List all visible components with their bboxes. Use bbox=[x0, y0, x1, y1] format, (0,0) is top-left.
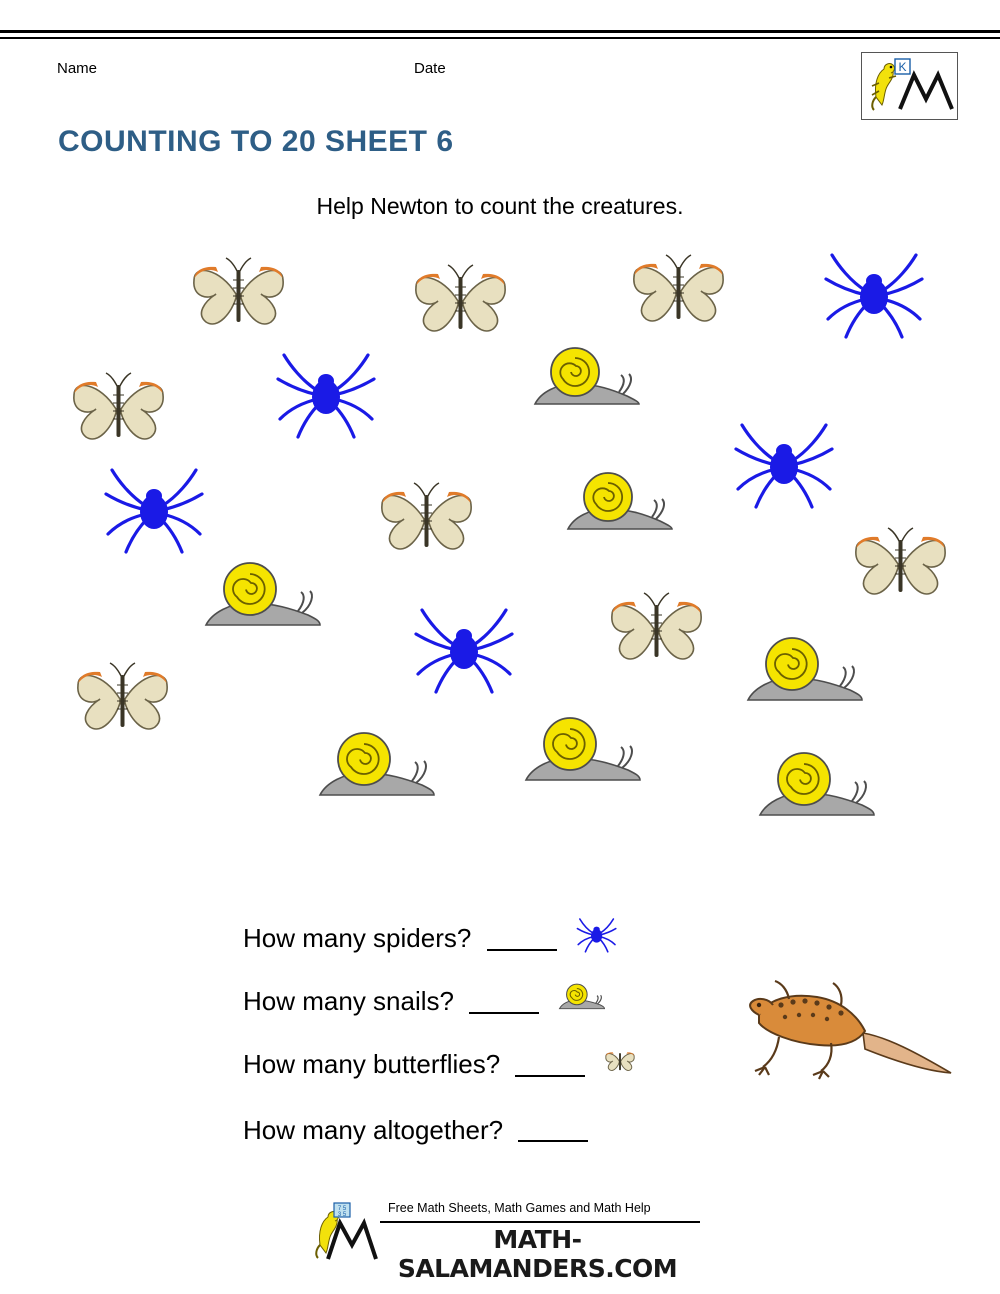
butterfly-icon bbox=[70, 655, 175, 748]
snail-icon bbox=[752, 745, 882, 836]
snail-icon bbox=[740, 630, 870, 721]
answer-blank-snails[interactable] bbox=[469, 990, 539, 1014]
spider-icon bbox=[100, 460, 210, 565]
creature-field bbox=[0, 235, 1000, 825]
footer-logo-icon bbox=[308, 1199, 380, 1265]
butterfly-icon bbox=[186, 250, 291, 343]
spider-icon bbox=[820, 245, 930, 350]
question-row-spiders bbox=[0, 915, 1000, 981]
footer bbox=[0, 1195, 1000, 1283]
logo-letter: K bbox=[898, 60, 907, 74]
snail-icon bbox=[527, 340, 647, 425]
snail-icon bbox=[518, 710, 648, 801]
brand-logo bbox=[861, 52, 958, 120]
spider-icon bbox=[574, 915, 620, 962]
spider-icon bbox=[272, 345, 382, 450]
snail-icon bbox=[312, 725, 442, 816]
footer-tagline: Free Math Sheets, Math Games and Math Help bbox=[388, 1201, 651, 1215]
footer-divider bbox=[380, 1221, 700, 1223]
snail-icon bbox=[198, 555, 328, 646]
svg-text:3 5: 3 5 bbox=[337, 1212, 347, 1218]
butterfly-icon bbox=[374, 475, 479, 568]
spider-icon bbox=[410, 600, 520, 705]
answer-blank-spiders[interactable] bbox=[487, 927, 557, 951]
butterfly-icon bbox=[66, 365, 171, 458]
snail-icon bbox=[556, 981, 608, 1022]
footer-site-name[interactable]: MATH-SALAMANDERS.COM bbox=[397, 1225, 678, 1283]
answer-blank-butterflies[interactable] bbox=[515, 1053, 585, 1077]
butterfly-icon bbox=[848, 520, 953, 613]
question-text: How many altogether? bbox=[243, 1114, 504, 1145]
question-text: How many spiders? bbox=[243, 923, 472, 953]
butterfly-icon bbox=[604, 585, 709, 678]
header-rule-top bbox=[0, 30, 1000, 33]
name-label: Name bbox=[57, 60, 98, 77]
date-label: Date bbox=[414, 60, 446, 77]
salamander-logo-icon bbox=[862, 53, 955, 117]
svg-text:7 5: 7 5 bbox=[337, 1206, 347, 1212]
butterfly-icon bbox=[626, 247, 731, 340]
instruction-text: Help Newton to count the creatures. bbox=[316, 193, 684, 219]
butterfly-icon bbox=[603, 1047, 637, 1082]
newton-newt-illustration bbox=[745, 975, 960, 1085]
question-text: How many butterflies? bbox=[243, 1049, 501, 1079]
page-title: COUNTING TO 20 SHEET 6 bbox=[58, 125, 454, 158]
spider-icon bbox=[730, 415, 840, 520]
question-text: How many snails? bbox=[243, 986, 454, 1016]
header-rule-bottom bbox=[0, 37, 1000, 39]
question-row-altogether bbox=[0, 1113, 1000, 1179]
snail-icon bbox=[560, 465, 680, 550]
answer-blank-altogether[interactable] bbox=[518, 1118, 588, 1142]
butterfly-icon bbox=[408, 257, 513, 350]
